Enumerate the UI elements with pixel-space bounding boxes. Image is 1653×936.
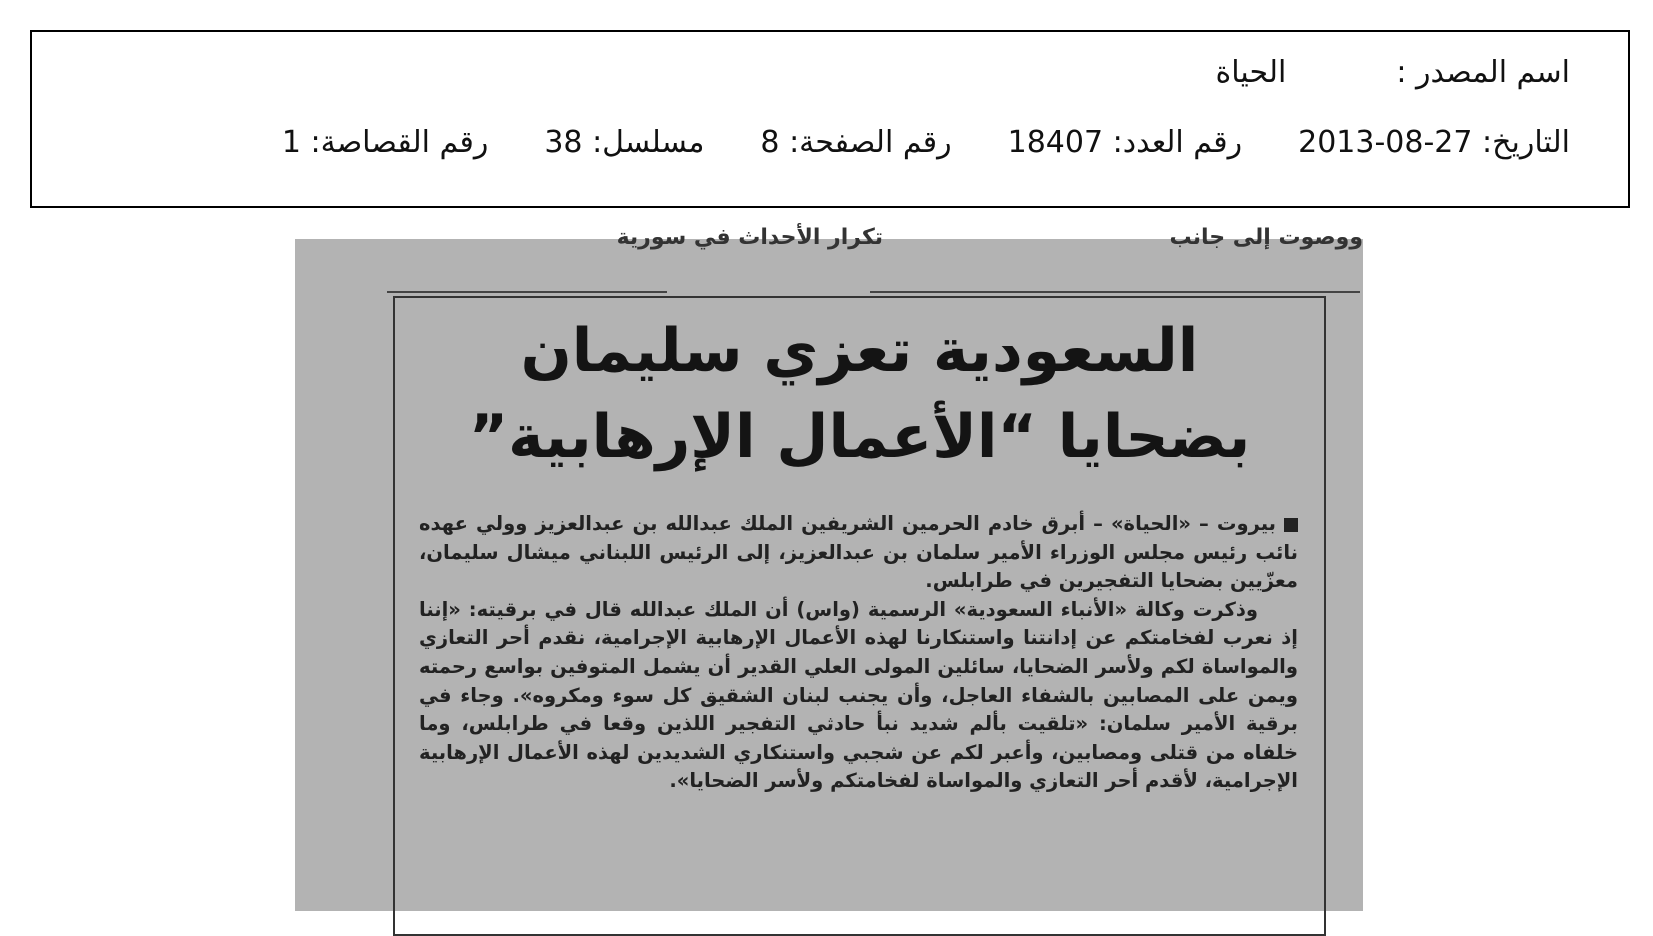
clipping-top-strip [295,225,1363,265]
page-label: رقم الصفحة: [789,125,952,160]
bullet-square-icon [1284,518,1298,532]
clipping-label: رقم القصاصة: [310,125,489,160]
column-rule-left [387,291,667,293]
issue-field [1007,125,1243,160]
article-paragraph-2: وذكرت وكالة «الأنباء السعودية» الرسمية (واس) أن الملك عبدالله قال في برقيته: «إننا إذ نعرب لفخامتكم عن إدانتنا واستنكارنا لهذه الأعمال الإرهابية الإجرامية، نقدم أحر التعازي والمواساة لكم ولأسر الضحايا، سائلين المولى العلي القدير أن يشمل المتوفين بواسع رحمته ويمن على المصابين بالشفاء العاجل، وأن يجنب لبنان الشقيق كل سوء ومكروه». وجاء في برقية الأمير سلمان: «تلقيت بألم شديد نبأ حادثي التفجير اللذين وقعا في طرابلس، وما خلفاه من قتلى ومصابين، وأعبر لكم عن شجبي واستنكاري الشديدين لهذه الأعمال الإرهابية الإجرامية، لأقدم أحر التعازي والمواساة لفخامتكم ولأسر الضحايا». [419,597,1298,793]
headline-line-1: السعودية تعزي سليمان [520,316,1199,386]
article-paragraph-1-text: بيروت – «الحياة» – أبرق خادم الحرمين الشريفين الملك عبدالله بن عبدالعزيز وولي عهده نائب رئيس مجلس الوزراء الأمير سلمان بن عبدالعزيز، إلى الرئيس اللبناني ميشال سليمان، معزّيين بضحايا التفجيرين في طرابلس. [419,512,1298,593]
page-value: 8 [760,125,780,160]
date-field [1298,125,1570,160]
top-fragment-left: تكرار الأحداث في سورية [616,225,883,250]
newspaper-clipping [295,225,1363,911]
clipping-field [281,125,489,160]
article-paragraph-1 [419,510,1298,596]
source-label: اسم المصدر : [1396,55,1570,90]
article-box [393,296,1326,936]
date-label: التاريخ: [1482,125,1570,160]
metadata-row-details [72,125,1570,160]
page-field [760,125,952,160]
metadata-header [30,30,1630,208]
serial-label: مسلسل: [592,125,705,160]
serial-value: 38 [544,125,583,160]
issue-label: رقم العدد: [1112,125,1243,160]
metadata-row-source [72,55,1570,90]
top-fragment-right: ووصوت إلى جانب [1169,225,1363,250]
issue-value: 18407 [1007,125,1104,160]
clipping-value: 1 [281,125,301,160]
date-value: 2013-08-27 [1298,125,1473,160]
article-body [419,510,1298,796]
serial-field [544,125,705,160]
headline-line-2: بضحايا “الأعمال الإرهابية” [468,402,1251,472]
column-rule-right [870,291,1360,293]
source-value: الحياة [1215,55,1287,90]
